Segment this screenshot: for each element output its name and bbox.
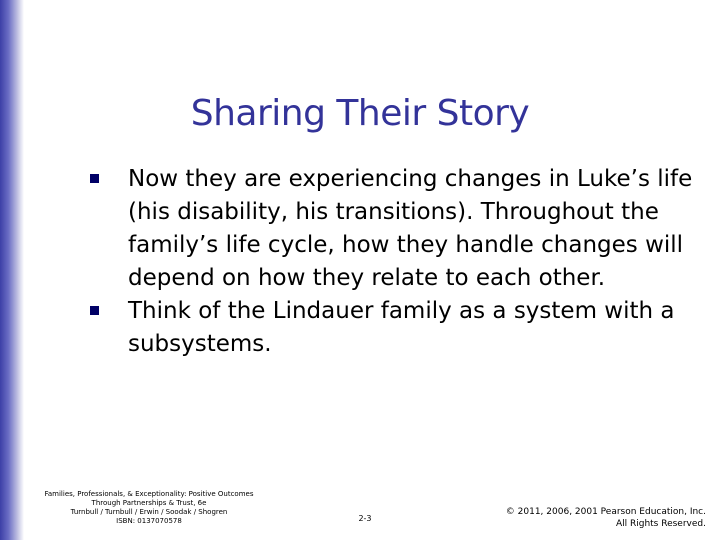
square-bullet-icon	[90, 174, 99, 183]
footer-book-citation	[24, 490, 274, 526]
footer-copyright	[446, 506, 706, 530]
bullet-list	[90, 163, 710, 361]
page-number: 2-3	[358, 514, 372, 523]
bullet-item	[90, 295, 710, 361]
copyright-line: All Rights Reserved.	[615, 519, 706, 529]
citation-line: Turnbull / Turnbull / Erwin / Soodak / Shogren	[70, 508, 228, 516]
citation-line: ISBN: 0137070578	[116, 517, 182, 525]
square-bullet-icon	[90, 306, 99, 315]
citation-line: Through Partnerships & Trust, 6e	[91, 499, 207, 507]
side-gradient-bar	[0, 0, 24, 540]
slide-title: Sharing Their Story	[190, 93, 530, 134]
citation-line: Families, Professionals, & Exceptionality: Positive Outcomes	[44, 490, 254, 498]
bullet-text: Now they are experiencing changes in Luke’s life (his disability, his transitions). Throughout the family’s life cycle, how they handle changes will depend on how they relate to each other.	[128, 166, 693, 291]
copyright-line: © 2011, 2006, 2001 Pearson Education, Inc.	[505, 507, 706, 517]
bullet-item	[90, 163, 710, 295]
bullet-text: Think of the Lindauer family as a system with a subsystems.	[128, 298, 675, 357]
